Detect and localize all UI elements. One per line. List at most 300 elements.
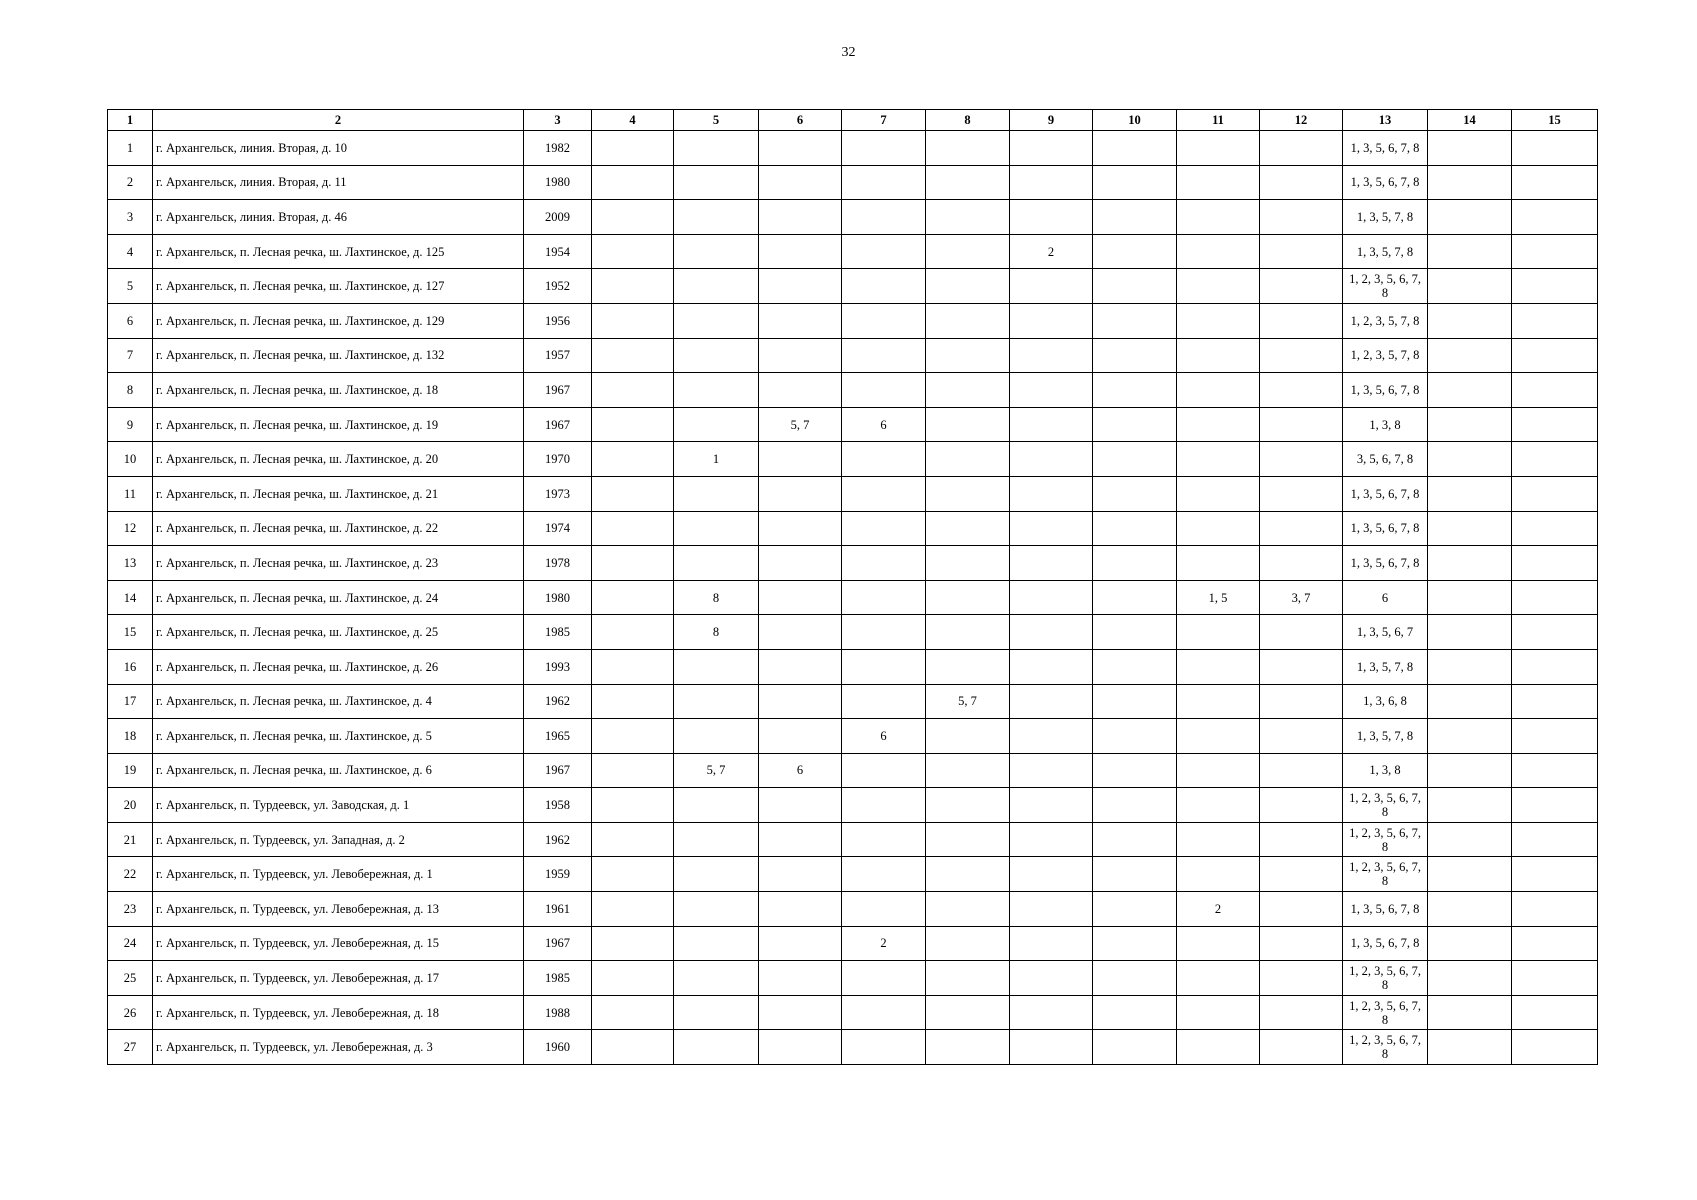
category-cell: 1, 3, 5, 6, 7, 8 <box>1343 892 1428 927</box>
category-cell: 3, 5, 6, 7, 8 <box>1343 442 1428 477</box>
year-cell: 1967 <box>524 373 592 408</box>
category-cell: 1, 3, 5, 6, 7, 8 <box>1343 511 1428 546</box>
table-cell <box>1260 822 1343 857</box>
table-cell <box>1428 373 1512 408</box>
table-cell <box>674 892 759 927</box>
table-cell <box>674 926 759 961</box>
table-cell <box>926 442 1010 477</box>
table-cell <box>1010 684 1093 719</box>
table-cell <box>674 649 759 684</box>
category-cell: 1, 2, 3, 5, 6, 7, 8 <box>1343 1030 1428 1065</box>
table-cell <box>842 269 926 304</box>
table-cell <box>759 615 842 650</box>
category-cell: 1, 2, 3, 5, 6, 7, 8 <box>1343 788 1428 823</box>
address-cell: г. Архангельск, линия. Вторая, д. 46 <box>153 200 524 235</box>
table-cell <box>592 234 674 269</box>
table-cell <box>842 303 926 338</box>
year-cell: 1962 <box>524 822 592 857</box>
table-cell <box>592 269 674 304</box>
table-cell <box>759 234 842 269</box>
category-cell: 1, 3, 5, 6, 7, 8 <box>1343 546 1428 581</box>
table-cell <box>1177 1030 1260 1065</box>
row-number-cell: 17 <box>108 684 153 719</box>
table-cell <box>1177 442 1260 477</box>
table-cell <box>1177 961 1260 996</box>
table-cell <box>1093 753 1177 788</box>
year-cell: 1962 <box>524 684 592 719</box>
table-cell <box>842 857 926 892</box>
year-cell: 1985 <box>524 615 592 650</box>
table-cell <box>926 857 1010 892</box>
row-number-cell: 9 <box>108 407 153 442</box>
address-cell: г. Архангельск, п. Лесная речка, ш. Лахтинское, д. 4 <box>153 684 524 719</box>
table-cell <box>1512 442 1598 477</box>
table-row <box>108 822 1598 857</box>
table-cell <box>1260 338 1343 373</box>
table-cell <box>1512 926 1598 961</box>
table-cell <box>1512 892 1598 927</box>
table-cell <box>1010 857 1093 892</box>
row-number-cell: 7 <box>108 338 153 373</box>
table-cell <box>1512 580 1598 615</box>
table-cell <box>926 373 1010 408</box>
table-cell <box>1177 753 1260 788</box>
category-cell: 1, 2, 3, 5, 6, 7, 8 <box>1343 269 1428 304</box>
column-header-10: 10 <box>1093 110 1177 131</box>
category-cell: 1, 2, 3, 5, 6, 7, 8 <box>1343 822 1428 857</box>
table-cell <box>926 822 1010 857</box>
table-cell <box>926 1030 1010 1065</box>
table-cell <box>759 165 842 200</box>
table-cell: 6 <box>759 753 842 788</box>
table-cell <box>592 303 674 338</box>
table-cell <box>1512 995 1598 1030</box>
table-cell <box>926 546 1010 581</box>
table-cell <box>674 546 759 581</box>
table-cell <box>926 995 1010 1030</box>
row-number-cell: 16 <box>108 649 153 684</box>
table-cell <box>1010 407 1093 442</box>
table-cell <box>842 338 926 373</box>
column-header-11: 11 <box>1177 110 1260 131</box>
table-cell <box>1177 857 1260 892</box>
address-cell: г. Архангельск, п. Лесная речка, ш. Лахтинское, д. 129 <box>153 303 524 338</box>
table-cell <box>1428 788 1512 823</box>
table-cell <box>1093 580 1177 615</box>
table-row <box>108 338 1598 373</box>
table-cell <box>674 269 759 304</box>
category-cell: 6 <box>1343 580 1428 615</box>
table-cell <box>1010 131 1093 166</box>
address-cell: г. Архангельск, п. Лесная речка, ш. Лахтинское, д. 23 <box>153 546 524 581</box>
address-cell: г. Архангельск, п. Лесная речка, ш. Лахтинское, д. 18 <box>153 373 524 408</box>
table-cell: 3, 7 <box>1260 580 1343 615</box>
row-number-cell: 1 <box>108 131 153 166</box>
row-number-cell: 6 <box>108 303 153 338</box>
category-cell: 1, 2, 3, 5, 6, 7, 8 <box>1343 995 1428 1030</box>
row-number-cell: 15 <box>108 615 153 650</box>
year-cell: 1973 <box>524 476 592 511</box>
row-number-cell: 13 <box>108 546 153 581</box>
table-cell <box>842 476 926 511</box>
table-cell <box>674 200 759 235</box>
table-cell <box>759 684 842 719</box>
table-cell <box>1512 303 1598 338</box>
table-row <box>108 442 1598 477</box>
table-cell <box>1093 407 1177 442</box>
table-cell <box>1512 615 1598 650</box>
category-cell: 1, 3, 5, 6, 7, 8 <box>1343 165 1428 200</box>
table-cell <box>1093 476 1177 511</box>
table-cell <box>1512 373 1598 408</box>
table-cell <box>674 788 759 823</box>
table-cell <box>1512 753 1598 788</box>
table-cell <box>1260 926 1343 961</box>
table-cell <box>1177 338 1260 373</box>
address-cell: г. Архангельск, п. Лесная речка, ш. Лахтинское, д. 132 <box>153 338 524 373</box>
category-cell: 1, 3, 5, 6, 7, 8 <box>1343 926 1428 961</box>
year-cell: 1961 <box>524 892 592 927</box>
table-cell <box>1512 961 1598 996</box>
table-cell <box>926 926 1010 961</box>
table-cell <box>1177 615 1260 650</box>
table-cell <box>1010 649 1093 684</box>
table-row <box>108 926 1598 961</box>
table-cell <box>1093 200 1177 235</box>
category-cell: 1, 2, 3, 5, 6, 7, 8 <box>1343 857 1428 892</box>
table-cell <box>1093 338 1177 373</box>
table-cell <box>674 822 759 857</box>
table-row <box>108 407 1598 442</box>
table-cell <box>759 200 842 235</box>
year-cell: 1965 <box>524 719 592 754</box>
column-header-12: 12 <box>1260 110 1343 131</box>
table-cell <box>759 719 842 754</box>
table-cell <box>926 338 1010 373</box>
category-cell: 1, 3, 5, 6, 7, 8 <box>1343 476 1428 511</box>
table-cell <box>759 546 842 581</box>
table-cell <box>1428 200 1512 235</box>
table-cell <box>926 649 1010 684</box>
address-cell: г. Архангельск, п. Турдеевск, ул. Левобережная, д. 15 <box>153 926 524 961</box>
table-cell <box>1428 961 1512 996</box>
table-cell <box>1010 788 1093 823</box>
table-cell <box>759 892 842 927</box>
address-cell: г. Архангельск, п. Лесная речка, ш. Лахтинское, д. 22 <box>153 511 524 546</box>
table-cell: 2 <box>1177 892 1260 927</box>
table-cell <box>1177 995 1260 1030</box>
table-cell <box>1010 719 1093 754</box>
table-cell <box>1428 892 1512 927</box>
row-number-cell: 5 <box>108 269 153 304</box>
table-cell <box>759 303 842 338</box>
row-number-cell: 19 <box>108 753 153 788</box>
table-row <box>108 269 1598 304</box>
table-cell <box>674 511 759 546</box>
table-cell: 8 <box>674 580 759 615</box>
column-header-2: 2 <box>153 110 524 131</box>
table-cell <box>1177 684 1260 719</box>
table-cell: 6 <box>842 407 926 442</box>
table-cell <box>842 649 926 684</box>
address-cell: г. Архангельск, п. Лесная речка, ш. Лахтинское, д. 21 <box>153 476 524 511</box>
table-cell <box>842 511 926 546</box>
table-cell <box>674 684 759 719</box>
table-cell <box>759 857 842 892</box>
year-cell: 1967 <box>524 926 592 961</box>
table-cell <box>592 926 674 961</box>
table-row <box>108 995 1598 1030</box>
table-cell <box>1093 892 1177 927</box>
table-cell: 1 <box>674 442 759 477</box>
table-cell <box>592 788 674 823</box>
table-cell <box>759 580 842 615</box>
category-cell: 1, 3, 5, 6, 7, 8 <box>1343 373 1428 408</box>
table-cell: 2 <box>842 926 926 961</box>
table-cell <box>1260 511 1343 546</box>
table-cell <box>1093 995 1177 1030</box>
category-cell: 1, 3, 8 <box>1343 753 1428 788</box>
buildings-table <box>107 109 1598 1065</box>
table-cell <box>1260 684 1343 719</box>
table-row <box>108 131 1598 166</box>
table-cell <box>1177 476 1260 511</box>
table-cell <box>1093 442 1177 477</box>
table-cell <box>1010 373 1093 408</box>
address-cell: г. Архангельск, п. Лесная речка, ш. Лахтинское, д. 20 <box>153 442 524 477</box>
table-row <box>108 719 1598 754</box>
table-cell <box>1260 200 1343 235</box>
table-cell <box>842 165 926 200</box>
table-cell: 8 <box>674 615 759 650</box>
table-cell <box>926 719 1010 754</box>
table-cell: 5, 7 <box>759 407 842 442</box>
table-cell <box>926 269 1010 304</box>
table-cell <box>1512 822 1598 857</box>
table-cell <box>926 303 1010 338</box>
table-cell <box>592 857 674 892</box>
table-cell <box>926 892 1010 927</box>
table-cell <box>1260 373 1343 408</box>
table-cell <box>1260 476 1343 511</box>
table-cell <box>1010 303 1093 338</box>
year-cell: 1958 <box>524 788 592 823</box>
table-cell <box>1177 373 1260 408</box>
address-cell: г. Архангельск, п. Турдеевск, ул. Левобережная, д. 3 <box>153 1030 524 1065</box>
table-cell <box>674 857 759 892</box>
row-number-cell: 20 <box>108 788 153 823</box>
table-cell <box>1260 892 1343 927</box>
column-header-13: 13 <box>1343 110 1428 131</box>
table-cell <box>759 442 842 477</box>
address-cell: г. Архангельск, п. Лесная речка, ш. Лахтинское, д. 24 <box>153 580 524 615</box>
table-cell <box>592 200 674 235</box>
year-cell: 1956 <box>524 303 592 338</box>
table-cell <box>592 995 674 1030</box>
table-row <box>108 234 1598 269</box>
table-cell <box>759 131 842 166</box>
table-cell <box>592 684 674 719</box>
table-cell <box>1512 649 1598 684</box>
table-cell <box>1010 892 1093 927</box>
table-cell <box>674 165 759 200</box>
address-cell: г. Архангельск, п. Лесная речка, ш. Лахтинское, д. 26 <box>153 649 524 684</box>
table-cell <box>1177 303 1260 338</box>
table-cell <box>674 961 759 996</box>
table-cell <box>1010 338 1093 373</box>
table-cell <box>592 719 674 754</box>
table-cell <box>1428 303 1512 338</box>
table-cell <box>1093 303 1177 338</box>
table-cell <box>592 580 674 615</box>
table-cell <box>1177 649 1260 684</box>
table-cell <box>842 995 926 1030</box>
table-cell <box>842 131 926 166</box>
column-header-14: 14 <box>1428 110 1512 131</box>
category-cell: 1, 3, 5, 7, 8 <box>1343 719 1428 754</box>
table-cell <box>1093 234 1177 269</box>
table-cell <box>1093 269 1177 304</box>
row-number-cell: 10 <box>108 442 153 477</box>
table-row <box>108 961 1598 996</box>
table-cell <box>926 131 1010 166</box>
address-cell: г. Архангельск, линия. Вторая, д. 10 <box>153 131 524 166</box>
table-cell <box>842 684 926 719</box>
table-cell <box>674 131 759 166</box>
table-cell <box>1260 995 1343 1030</box>
year-cell: 1960 <box>524 1030 592 1065</box>
table-cell <box>1177 822 1260 857</box>
table-cell <box>1177 926 1260 961</box>
table-cell <box>1512 407 1598 442</box>
table-cell <box>1512 684 1598 719</box>
table-cell <box>1177 407 1260 442</box>
table-row <box>108 857 1598 892</box>
table-cell <box>842 234 926 269</box>
table-cell <box>759 649 842 684</box>
table-cell <box>1260 131 1343 166</box>
table-cell <box>674 407 759 442</box>
category-cell: 1, 2, 3, 5, 6, 7, 8 <box>1343 961 1428 996</box>
table-cell <box>759 1030 842 1065</box>
table-row <box>108 546 1598 581</box>
table-cell <box>1093 649 1177 684</box>
year-cell: 1967 <box>524 407 592 442</box>
table-cell <box>1512 788 1598 823</box>
table-cell <box>1512 269 1598 304</box>
address-cell: г. Архангельск, п. Лесная речка, ш. Лахтинское, д. 6 <box>153 753 524 788</box>
header-row <box>108 110 1598 131</box>
table-cell <box>592 615 674 650</box>
table-cell <box>592 338 674 373</box>
table-cell <box>1512 234 1598 269</box>
row-number-cell: 12 <box>108 511 153 546</box>
year-cell: 1982 <box>524 131 592 166</box>
table-row <box>108 615 1598 650</box>
year-cell: 1988 <box>524 995 592 1030</box>
table-cell <box>1093 165 1177 200</box>
table-cell <box>592 961 674 996</box>
table-cell <box>592 892 674 927</box>
table-cell <box>1010 546 1093 581</box>
table-cell <box>1010 442 1093 477</box>
table-cell <box>1093 373 1177 408</box>
table-body <box>108 131 1598 1065</box>
table-cell <box>1428 857 1512 892</box>
table-cell <box>592 373 674 408</box>
address-cell: г. Архангельск, п. Лесная речка, ш. Лахтинское, д. 5 <box>153 719 524 754</box>
column-header-1: 1 <box>108 110 153 131</box>
table-cell <box>1260 303 1343 338</box>
row-number-cell: 26 <box>108 995 153 1030</box>
table-row <box>108 373 1598 408</box>
row-number-cell: 22 <box>108 857 153 892</box>
table-row <box>108 684 1598 719</box>
table-row <box>108 753 1598 788</box>
table-cell <box>926 165 1010 200</box>
table-cell <box>926 476 1010 511</box>
year-cell: 2009 <box>524 200 592 235</box>
table-cell <box>1093 546 1177 581</box>
row-number-cell: 11 <box>108 476 153 511</box>
table-cell <box>1260 857 1343 892</box>
year-cell: 1967 <box>524 753 592 788</box>
table-cell <box>1177 788 1260 823</box>
table-row <box>108 476 1598 511</box>
table-cell <box>759 269 842 304</box>
table-cell <box>674 234 759 269</box>
year-cell: 1959 <box>524 857 592 892</box>
table-cell <box>1260 407 1343 442</box>
category-cell: 1, 3, 6, 8 <box>1343 684 1428 719</box>
table-cell <box>759 926 842 961</box>
table-cell <box>1512 165 1598 200</box>
table-cell <box>1093 684 1177 719</box>
table-cell <box>592 442 674 477</box>
table-cell <box>674 303 759 338</box>
table-cell <box>674 476 759 511</box>
year-cell: 1980 <box>524 580 592 615</box>
table-cell <box>1010 926 1093 961</box>
table-cell <box>926 407 1010 442</box>
year-cell: 1980 <box>524 165 592 200</box>
address-cell: г. Архангельск, п. Турдеевск, ул. Левобережная, д. 1 <box>153 857 524 892</box>
table-cell <box>592 511 674 546</box>
row-number-cell: 8 <box>108 373 153 408</box>
table-cell <box>1260 546 1343 581</box>
table-cell <box>674 719 759 754</box>
table-row <box>108 580 1598 615</box>
column-header-8: 8 <box>926 110 1010 131</box>
column-header-6: 6 <box>759 110 842 131</box>
address-cell: г. Архангельск, п. Лесная речка, ш. Лахтинское, д. 127 <box>153 269 524 304</box>
column-header-9: 9 <box>1010 110 1093 131</box>
table-row <box>108 649 1598 684</box>
table-cell <box>592 165 674 200</box>
table-cell <box>1010 753 1093 788</box>
table-cell <box>1010 615 1093 650</box>
table-cell <box>1512 546 1598 581</box>
table-cell <box>842 546 926 581</box>
table-cell <box>1428 719 1512 754</box>
table-cell <box>1428 442 1512 477</box>
category-cell: 1, 3, 5, 7, 8 <box>1343 200 1428 235</box>
table-cell <box>1093 788 1177 823</box>
table-cell <box>1428 165 1512 200</box>
table-cell <box>926 234 1010 269</box>
table-cell <box>759 788 842 823</box>
year-cell: 1974 <box>524 511 592 546</box>
